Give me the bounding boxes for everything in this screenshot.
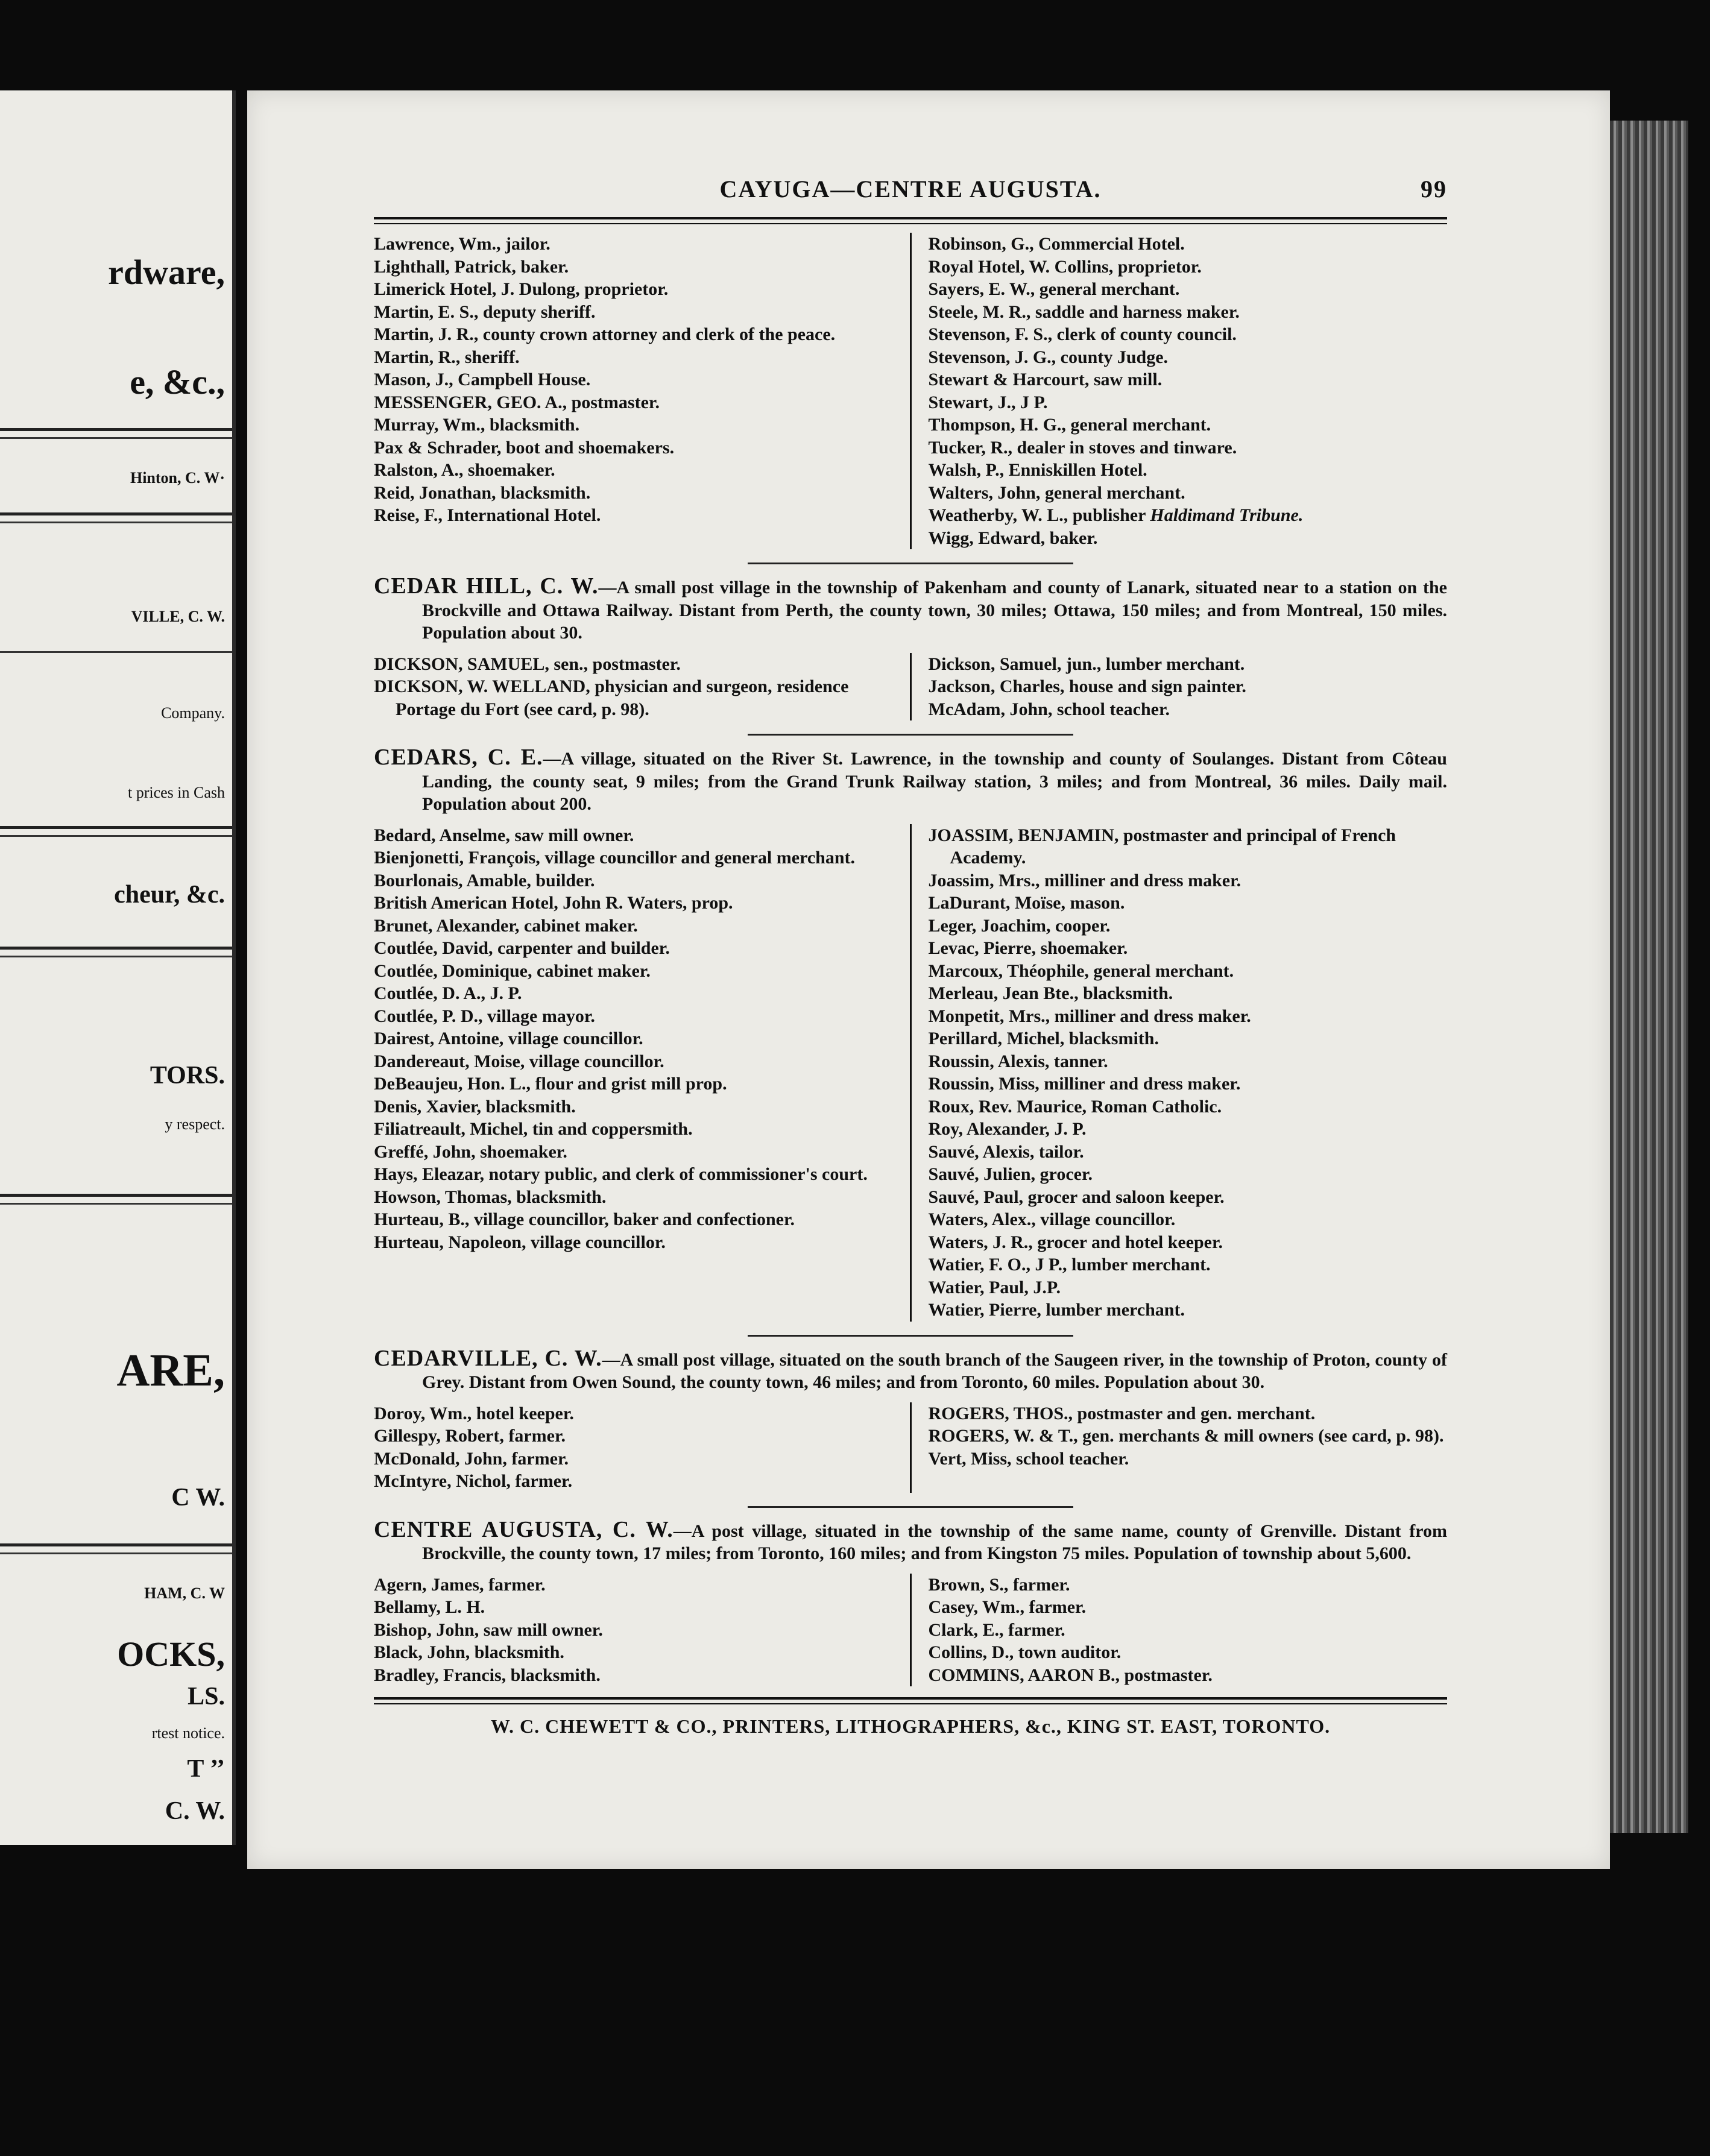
directory-entry: ROGERS, W. & T., gen. merchants & mill owners (see card, p. 98). [928, 1426, 1444, 1446]
directory-entry: Doroy, Wm., hotel keeper. [374, 1403, 574, 1423]
directory-entry: COMMINS, AARON B., postmaster. [928, 1665, 1213, 1685]
directory-entry: Martin, E. S., deputy sheriff. [374, 301, 596, 322]
left-fragment: rdware, [108, 253, 225, 292]
cedarville-right-column [910, 1402, 1448, 1493]
directory-entry: Bienjonetti, François, village councillor and general merchant. [374, 848, 855, 868]
directory-entry: Hurteau, Napoleon, village councillor. [374, 1232, 666, 1252]
directory-entry: Levac, Pierre, shoemaker. [928, 938, 1128, 958]
directory-entry: Stewart & Harcourt, saw mill. [928, 370, 1163, 389]
directory-entry: Collins, D., town auditor. [928, 1642, 1122, 1662]
directory-entry: British American Hotel, John R. Waters, prop. [374, 893, 733, 913]
section-divider [748, 1335, 1073, 1337]
left-fragment: Company. [161, 704, 225, 722]
left-rule [0, 956, 232, 957]
cedars-right-column [910, 824, 1448, 1322]
left-page-fragment [0, 90, 236, 1845]
left-rule [0, 428, 232, 431]
place-name: CENTRE AUGUSTA, C. W. [374, 1516, 674, 1542]
place-description [374, 1516, 1447, 1565]
page-edges [1610, 121, 1688, 1833]
left-fragment: OCKS, [117, 1634, 225, 1674]
directory-entry: Stewart, J., J P. [928, 392, 1048, 412]
left-fragment: LS. [188, 1683, 225, 1710]
directory-entry: Coutlée, Dominique, cabinet maker. [374, 960, 651, 981]
directory-entry: LaDurant, Moïse, mason. [928, 893, 1125, 913]
directory-entry: Coutlée, David, carpenter and builder. [374, 938, 670, 958]
directory-entry: Casey, Wm., farmer. [928, 1597, 1087, 1617]
left-rule [0, 947, 232, 950]
directory-entry: JOASSIM, BENJAMIN, postmaster and principal of French Academy. [928, 825, 1396, 868]
directory-entry: Gillespy, Robert, farmer. [374, 1426, 566, 1446]
directory-entry: McIntyre, Nichol, farmer. [374, 1471, 573, 1491]
newspaper-title: Haldimand Tribune. [1150, 505, 1304, 525]
left-fragment: Hinton, C. W· [130, 469, 225, 487]
printer-imprint: W. C. CHEWETT & CO., PRINTERS, LITHOGRAPHERS, &c., KING ST. EAST, TORONTO. [490, 1715, 1331, 1737]
page-number: 99 [1421, 175, 1447, 203]
directory-entry: Brown, S., farmer. [928, 1574, 1070, 1595]
directory-entry: Stevenson, J. G., county Judge. [928, 347, 1169, 367]
directory-entry: Bishop, John, saw mill owner. [374, 1619, 603, 1640]
left-rule [0, 1552, 232, 1554]
directory-entry: Steele, M. R., saddle and harness maker. [928, 301, 1240, 322]
left-fragment: ARE, [116, 1345, 225, 1396]
directory-entry: Monpetit, Mrs., milliner and dress maker. [928, 1006, 1251, 1026]
directory-entry: Roussin, Miss, milliner and dress maker. [928, 1074, 1241, 1094]
place-description [374, 746, 1447, 816]
directory-entry: Sayers, E. W., general merchant. [928, 279, 1180, 299]
left-rule [0, 1194, 232, 1197]
left-fragment: e, &c., [130, 362, 225, 402]
running-head [374, 175, 1447, 217]
directory-entry: Marcoux, Théophile, general merchant. [928, 960, 1234, 981]
directory-entry: Coutlée, P. D., village mayor. [374, 1006, 595, 1026]
left-fragment: VILLE, C. W. [131, 608, 225, 625]
directory-entry: Walsh, P., Enniskillen Hotel. [928, 460, 1147, 480]
directory-entry: Thompson, H. G., general merchant. [928, 415, 1211, 435]
directory-entry: Black, John, blacksmith. [374, 1642, 564, 1662]
cayuga-right-column [910, 233, 1448, 549]
directory-entry: Lighthall, Patrick, baker. [374, 256, 569, 277]
directory-entry: Leger, Joachim, cooper. [928, 915, 1111, 936]
directory-entry: Royal Hotel, W. Collins, proprietor. [928, 256, 1202, 277]
place-name: CEDARVILLE, C. W. [374, 1345, 602, 1371]
directory-entry: Dandereaut, Moise, village councillor. [374, 1051, 664, 1071]
cedarville-left-column [374, 1402, 910, 1493]
place-text: —A post village, situated in the township of the same name, county of Grenville. Distant from Brockville, the county town, 17 miles; from Toronto, 160 miles; and from Kingston 75 miles. Population of township about 5,600. [422, 1521, 1447, 1563]
directory-entry: Dairest, Antoine, village councillor. [374, 1029, 643, 1048]
left-rule [0, 651, 232, 653]
directory-entry: Hurteau, B., village councillor, baker and confectioner. [374, 1209, 795, 1229]
section-divider [748, 1506, 1073, 1508]
directory-entry: Greffé, John, shoemaker. [374, 1141, 567, 1162]
cedar-hill-entries [374, 653, 1447, 721]
directory-entry: Pax & Schrader, boot and shoemakers. [374, 437, 675, 458]
header-rule [374, 217, 1447, 224]
entry-text: Weatherby, W. L., publisher [928, 505, 1150, 525]
directory-entry: Martin, J. R., county crown attorney and clerk of the peace. [374, 324, 836, 344]
cedarville-entries [374, 1402, 1447, 1493]
directory-entry: Watier, Pierre, lumber merchant. [928, 1300, 1185, 1320]
directory-entry: Watier, F. O., J P., lumber merchant. [928, 1255, 1211, 1275]
place-text: —A small post village in the township of Pakenham and county of Lanark, situated near to a station on the Brockville and Ottawa Railway. Distant from Perth, the county town, 30 miles; Ottawa, 150 miles; and from Montreal, 150 miles. Population about 30. [422, 578, 1448, 643]
directory-entry: Walters, John, general merchant. [928, 482, 1185, 503]
cedar-hill-right-column [910, 653, 1448, 721]
directory-entry: Bradley, Francis, blacksmith. [374, 1665, 601, 1685]
cedars-entries [374, 824, 1447, 1322]
directory-entry: Hays, Eleazar, notary public, and clerk of commissioner's court. [374, 1164, 868, 1184]
directory-entry: DICKSON, W. WELLAND, physician and surgeon, residence Portage du Fort (see card, p. 98). [374, 676, 849, 719]
directory-entry: Filiatreault, Michel, tin and coppersmith. [374, 1119, 693, 1139]
directory-entry: Reise, F., International Hotel. [374, 505, 601, 525]
cayuga-entries [374, 233, 1447, 549]
directory-entry: DICKSON, SAMUEL, sen., postmaster. [374, 654, 681, 674]
directory-entry: McAdam, John, school teacher. [928, 699, 1170, 719]
directory-entry: Murray, Wm., blacksmith. [374, 415, 580, 435]
left-rule [0, 835, 232, 837]
directory-entry: Waters, J. R., grocer and hotel keeper. [928, 1232, 1223, 1252]
directory-entry: Ralston, A., shoemaker. [374, 460, 555, 480]
directory-entry: Bourlonais, Amable, builder. [374, 870, 595, 890]
left-rule [0, 522, 232, 523]
place-name: CEDARS, C. E. [374, 745, 543, 770]
directory-entry: Dickson, Samuel, jun., lumber merchant. [928, 654, 1245, 674]
cedars-left-column [374, 824, 910, 1322]
directory-entry: Reid, Jonathan, blacksmith. [374, 482, 591, 503]
directory-entry: Bellamy, L. H. [374, 1597, 485, 1617]
directory-entry: Wigg, Edward, baker. [928, 528, 1098, 548]
footer-rule [374, 1697, 1447, 1704]
cedar-hill-left-column [374, 653, 910, 721]
left-rule [0, 826, 232, 829]
directory-entry: ROGERS, THOS., postmaster and gen. merchant. [928, 1403, 1316, 1423]
directory-entry: Watier, Paul, J.P. [928, 1277, 1061, 1297]
directory-entry: Stevenson, F. S., clerk of county council. [928, 324, 1237, 344]
right-page [247, 90, 1610, 1869]
left-fragment: C W. [171, 1484, 225, 1511]
directory-entry: McDonald, John, farmer. [374, 1448, 569, 1469]
cayuga-left-column [374, 233, 910, 549]
centre-augusta-right-column [910, 1574, 1448, 1687]
directory-entry: Robinson, G., Commercial Hotel. [928, 234, 1185, 254]
directory-entry: Mason, J., Campbell House. [374, 370, 591, 389]
left-fragment: T ’’ [187, 1755, 225, 1783]
directory-entry: Roussin, Alexis, tanner. [928, 1051, 1108, 1071]
left-fragment: HAM, C. W [144, 1584, 225, 1602]
directory-entry: Brunet, Alexander, cabinet maker. [374, 915, 638, 936]
directory-entry: Tucker, R., dealer in stoves and tinware. [928, 437, 1237, 458]
directory-entry: Coutlée, D. A., J. P. [374, 983, 522, 1003]
directory-entry: Lawrence, Wm., jailor. [374, 234, 551, 254]
directory-entry: Roux, Rev. Maurice, Roman Catholic. [928, 1096, 1222, 1117]
page-content [374, 175, 1447, 1738]
directory-entry: Limerick Hotel, J. Dulong, proprietor. [374, 279, 669, 299]
left-rule [0, 1203, 232, 1205]
centre-augusta-left-column [374, 1574, 910, 1687]
left-fragment: TORS. [150, 1062, 225, 1089]
directory-entry: Clark, E., farmer. [928, 1619, 1065, 1640]
left-fragment: rtest notice. [151, 1724, 225, 1742]
directory-entry [929, 504, 1448, 527]
place-name: CEDAR HILL, C. W. [374, 573, 599, 599]
directory-entry: Denis, Xavier, blacksmith. [374, 1096, 576, 1117]
place-description [374, 575, 1447, 645]
left-fragment: y respect. [165, 1115, 225, 1133]
place-description [374, 1345, 1447, 1394]
directory-entry: Merleau, Jean Bte., blacksmith. [928, 983, 1173, 1003]
directory-entry: Waters, Alex., village councillor. [928, 1209, 1176, 1229]
directory-entry: MESSENGER, GEO. A., postmaster. [374, 392, 660, 412]
place-text: —A village, situated on the River St. Lawrence, in the township and county of Soulanges. Distant from Côteau Landing, the county seat, 9 miles; from the Grand Trunk Railway station, 3 miles; and from Montreal, 36 miles. Daily mail. Population about 200. [422, 749, 1447, 814]
place-text: —A small post village, situated on the south branch of the Saugeen river, in the township of Proton, county of Grey. Distant from Owen Sound, the county town, 46 miles; and from Toronto, 60 miles. Population about 30. [422, 1349, 1447, 1392]
directory-entry: Howson, Thomas, blacksmith. [374, 1187, 607, 1207]
centre-augusta-entries [374, 1574, 1447, 1687]
left-rule [0, 512, 232, 515]
directory-entry: Vert, Miss, school teacher. [928, 1448, 1129, 1469]
directory-entry: DeBeaujeu, Hon. L., flour and grist mill prop. [374, 1074, 727, 1094]
directory-entry: Perillard, Michel, blacksmith. [928, 1029, 1159, 1048]
directory-entry: Roy, Alexander, J. P. [928, 1119, 1087, 1139]
directory-entry: Jackson, Charles, house and sign painter. [928, 676, 1246, 696]
section-divider [748, 563, 1073, 564]
left-fragment: C. W. [165, 1797, 225, 1825]
section-divider [748, 734, 1073, 736]
left-rule [0, 437, 232, 439]
running-title: CAYUGA—CENTRE AUGUSTA. [719, 175, 1102, 203]
left-fragment: t prices in Cash [127, 784, 225, 801]
directory-entry: Agern, James, farmer. [374, 1574, 546, 1595]
directory-entry: Sauvé, Alexis, tailor. [928, 1141, 1084, 1162]
directory-entry: Bedard, Anselme, saw mill owner. [374, 825, 634, 845]
directory-entry: Joassim, Mrs., milliner and dress maker. [928, 870, 1241, 890]
directory-entry: Martin, R., sheriff. [374, 347, 520, 367]
left-rule [0, 1543, 232, 1546]
left-fragment: cheur, &c. [114, 881, 225, 909]
directory-entry: Sauvé, Paul, grocer and saloon keeper. [928, 1187, 1225, 1207]
directory-entry: Sauvé, Julien, grocer. [928, 1164, 1093, 1184]
